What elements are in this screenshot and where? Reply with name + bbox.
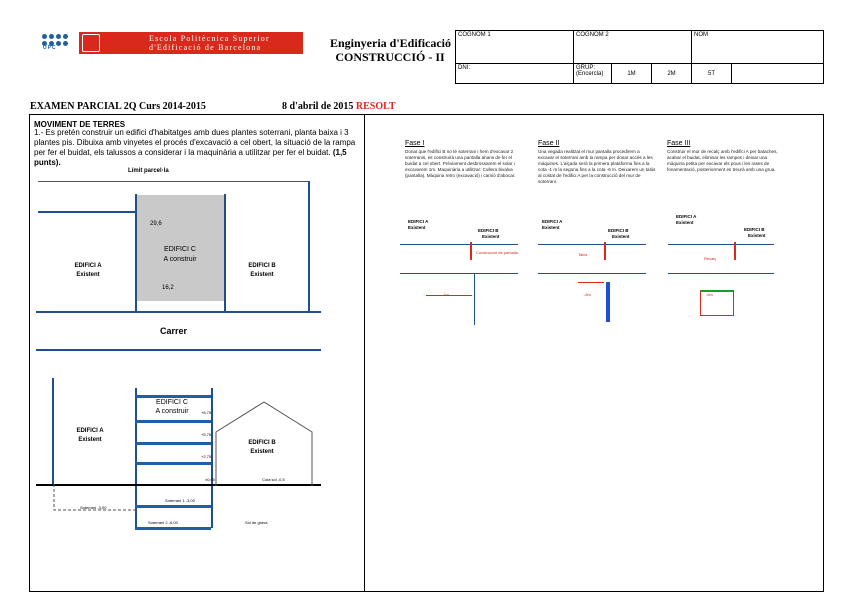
f1-plan-wall <box>474 273 475 325</box>
exam-date-line <box>282 101 396 112</box>
question-body: 1.- Es pretén construir un edifici d'habitatges amb dues plantes soterrani, planta baixa i 3 plantes pis. Dibuixa amb vinyetes el procés d'excavació a cel obert, la situació de la rampa per fer el buidat, els talussos a considerar i la maquinària a utilitzar per fer el buidat. <box>34 128 356 157</box>
f2-eb-label1: EDIFICI B <box>608 228 629 233</box>
f2-depth: -6m <box>584 292 591 297</box>
student-id-table <box>455 30 824 84</box>
cognom1-cell[interactable] <box>456 31 574 64</box>
f2-pantalla <box>604 242 606 260</box>
basement-a-level: Soterrani -3,00 <box>80 505 107 510</box>
basement-level: Soterrani 1 -3,00 <box>165 498 195 503</box>
plan-a-label2: Existent <box>76 272 100 278</box>
fase-2-text: Una vegada realitzat el mur pantalla procedirem a excavar el soterrani amb la rampa per donar accés a les màquines. L'alçada serà la primera plataforma fins a la cota -1 m la segona fins a la cota -6 m. Deixarem un talús al costat de l'edifici A per la construcció del mur de soterrani. <box>538 149 656 184</box>
nom-label: NOM <box>694 32 708 38</box>
f1-ground <box>400 244 518 245</box>
plan-a-label1: EDIFICI A <box>74 263 102 269</box>
f2-plan-wall <box>606 282 610 322</box>
dim-vertical: 29,6 <box>150 221 162 227</box>
school-name-line2: d'Edificació de Barcelona <box>149 43 262 52</box>
f2-plan-line <box>538 273 646 274</box>
floor-slab <box>135 462 211 465</box>
dni-cell[interactable] <box>456 64 574 84</box>
floor-slab <box>135 442 211 445</box>
course-title-line1: Enginyeria d'Edificació <box>330 36 452 50</box>
basement-level: Soterrani 2 -6,00 <box>148 520 178 525</box>
fase-1-title: Fase I <box>405 140 425 147</box>
level-label: +8,75 <box>201 410 212 415</box>
f3-ground <box>668 244 774 245</box>
f2-ea-label1: EDIFICI A <box>542 219 563 224</box>
f2-ea-label2: Existent <box>542 225 560 230</box>
fase-2-title: Fase II <box>538 140 560 147</box>
f1-pantalla <box>470 242 472 260</box>
f1-eb-label1: EDIFICI B <box>478 228 499 233</box>
dim-horizontal: 16,2 <box>162 285 174 291</box>
f3-eb-label1: EDIFICI B <box>744 227 765 232</box>
f2-excavation-line <box>578 282 604 283</box>
f1-ea-label2: Existent <box>408 225 426 230</box>
f2-note: Talús <box>578 252 588 257</box>
plan-c-label1: EDIFICI C <box>164 246 196 253</box>
resolt-label: RESOLT <box>355 101 396 112</box>
f1-eb-label2: Existent <box>482 234 500 239</box>
exam-title: EXAMEN PARCIAL 2Q Curs 2014-2015 <box>30 101 206 112</box>
f3-plan-line <box>668 273 774 274</box>
level-label: +2,75 <box>201 454 212 459</box>
section-b-label1: EDIFICI B <box>248 440 276 446</box>
f1-excavation-line <box>426 295 472 296</box>
dni-label: DNI: <box>458 65 470 71</box>
plan-c-label2: A construir <box>163 256 197 263</box>
plan-b-label1: EDIFICI B <box>248 263 276 269</box>
f1-depth: -1m <box>442 292 449 297</box>
logo-dot <box>49 34 54 39</box>
school-crest-icon <box>82 34 100 52</box>
group-1m-option[interactable]: 1M <box>612 64 652 84</box>
f3-ea-label2: Existent <box>676 220 694 225</box>
fase-3-text: Construir el mur de recalç amb l'edifici A per bataches, acabar el buidat, eliminar les rampes i deixar una màquina petita per excavar els pous i les rases de fonamentació, posteriorment es treurà amb una grua. <box>667 149 778 172</box>
level-label: ±0,00 <box>205 477 215 482</box>
frame-divider <box>364 114 365 592</box>
grup-cell <box>574 64 612 84</box>
nom-cell[interactable] <box>692 31 824 64</box>
school-logo <box>79 32 303 54</box>
fase-2-panel <box>538 140 656 530</box>
question-text <box>34 128 364 168</box>
fase-1-text: Donat que l'edifici B no té soterrani i hem d'excavar 2 soterranis, es construirà una pantalla ahans de fer el buidat a cel obert. Prèviament desbrossarem el solar i excavarem 1m. Maquinària a utilitzar: Cullera bivalva (pantalla). Màquina retro (excavació) i camió d'abocar. <box>405 149 516 178</box>
logo-dot <box>56 41 61 46</box>
cognom1-label: COGNOM 1 <box>458 32 491 38</box>
grup-sub-label: (Encercla) <box>576 71 604 77</box>
street-line-top <box>36 311 321 313</box>
basement-slab <box>135 505 211 508</box>
empty-cell <box>732 64 824 84</box>
f3-eb-label2: Existent <box>748 233 766 238</box>
f1-plan-line <box>400 273 518 274</box>
level-label: +5,75 <box>201 432 212 437</box>
logo-dot <box>63 41 68 46</box>
upc-logo-text: UPC <box>43 45 57 51</box>
f2-ground <box>538 244 646 245</box>
f3-pantalla <box>734 242 736 260</box>
school-name-line1: Escola Politècnica Superior <box>149 34 270 43</box>
basement-slab <box>135 527 211 530</box>
section-c-label2: A construir <box>155 408 189 415</box>
building-b-right-wall <box>308 181 310 312</box>
f3-ea-label1: EDIFICI A <box>676 214 697 219</box>
fase-1-panel <box>405 140 523 530</box>
grup-label: GRUP: <box>576 65 596 71</box>
section-c-label1: EDIFICI C <box>156 399 188 406</box>
logo-dot <box>42 34 47 39</box>
group-2m-option[interactable]: 2M <box>652 64 692 84</box>
cognom2-label: COGNOM 2 <box>576 32 609 38</box>
f1-note: Construcció de pantalla <box>476 250 518 255</box>
logo-dot <box>56 34 61 39</box>
section-a-label1: EDIFICI A <box>76 428 104 434</box>
exam-date: 8 d'abril de 2015 <box>282 101 354 112</box>
cognom2-cell[interactable] <box>574 31 692 64</box>
question-points: (1,5 punts). <box>34 148 347 167</box>
street-line-bottom <box>36 349 321 351</box>
building-a-section-wall <box>52 378 54 484</box>
f3-depth: -6m <box>706 292 713 297</box>
floor-slab <box>135 420 211 423</box>
building-b-left-wall <box>224 194 226 312</box>
building-a-top-wall <box>38 211 135 213</box>
plan-b-label2: Existent <box>250 272 274 278</box>
street-label: Carrer <box>160 326 188 336</box>
logo-dot <box>63 34 68 39</box>
course-title <box>330 36 450 64</box>
fase-3-title: Fase III <box>667 140 691 147</box>
group-5t-option[interactable]: 5T <box>692 64 732 84</box>
building-b-level: Cota sòl -0,5 <box>262 477 285 482</box>
plot-limit-line <box>38 181 308 182</box>
f1-ea-label1: EDIFICI A <box>408 219 429 224</box>
f3-note: Recalç <box>704 256 717 261</box>
section-b-label2: Existent <box>250 449 274 455</box>
section-a-label2: Existent <box>78 437 102 443</box>
section-title: MOVIMENT DE TERRES <box>34 120 126 129</box>
course-title-line2: CONSTRUCCIÓ - II <box>335 50 445 64</box>
fase-3-panel <box>667 140 785 530</box>
f2-eb-label2: Existent <box>612 234 630 239</box>
floor-slab <box>135 395 211 398</box>
soil-label: Sòl de grava <box>245 520 268 525</box>
plot-limit-label: Límit parcel·la <box>128 168 169 174</box>
